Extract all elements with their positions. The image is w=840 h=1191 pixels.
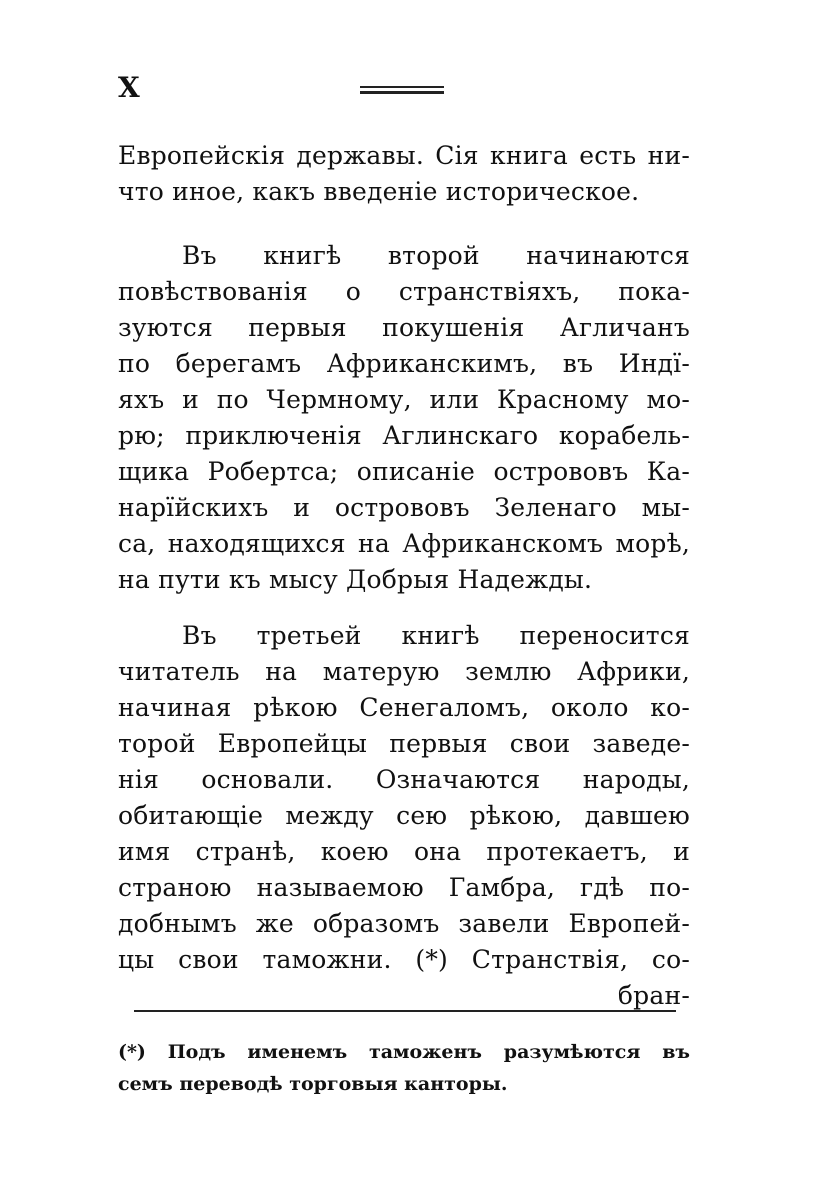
text-line: страною называемою Гамбра, гдѣ по- bbox=[118, 873, 690, 902]
text-line: Въ третьей книгѣ переносится bbox=[182, 621, 690, 650]
paragraph-2 bbox=[118, 238, 690, 598]
paragraph-1 bbox=[118, 138, 690, 210]
text-line: рю; приключенія Аглинскаго корабель- bbox=[118, 421, 690, 450]
page-number: X bbox=[118, 71, 140, 104]
text-line: начиная рѣкою Сенегаломъ, около ко- bbox=[118, 693, 690, 722]
text-line: са, находящихся на Африканскомъ морѣ, bbox=[118, 529, 690, 558]
text-line: цы свои таможни. (*) Странствія, со- bbox=[118, 945, 690, 974]
text-line: яхъ и по Чермному, или Красному мо- bbox=[118, 385, 690, 414]
text-line: нарїйскихъ и острововъ Зеленаго мы- bbox=[118, 493, 690, 522]
header-ornament-rule bbox=[360, 86, 444, 96]
text-line: по берегамъ Африканскимъ, въ Индї- bbox=[118, 349, 690, 378]
text-line: читатель на матерую землю Африки, bbox=[118, 657, 690, 686]
footnote bbox=[118, 1036, 690, 1100]
text-line: Въ книгѣ второй начинаются bbox=[182, 241, 690, 270]
footnote-line: (*) Подъ именемъ таможенъ разумѣются въ bbox=[118, 1041, 690, 1063]
text-line: нія основали. Означаются народы, bbox=[118, 765, 690, 794]
text-line: Европейскія державы. Сія книга есть ни- bbox=[118, 141, 690, 170]
paragraph-3 bbox=[118, 618, 690, 1014]
catchword: бран- bbox=[617, 981, 690, 1010]
text-line: имя странѣ, коею она протекаетъ, и bbox=[118, 837, 690, 866]
text-line: на пути къ мысу Добрыя Надежды. bbox=[118, 565, 593, 594]
text-line: повѣствованія о странствіяхъ, пока- bbox=[118, 277, 690, 306]
footnote-divider bbox=[134, 1010, 676, 1012]
text-line: что иное, какъ введеніе историческое. bbox=[118, 177, 640, 206]
text-line: зуются первыя покушенія Агличанъ bbox=[118, 313, 690, 342]
text-line: добнымъ же образомъ завели Европей- bbox=[118, 909, 690, 938]
footnote-line: семъ переводѣ торговыя канторы. bbox=[118, 1073, 508, 1095]
text-line: торой Европейцы первыя свои заведе- bbox=[118, 729, 690, 758]
text-line: обитающіе между сею рѣкою, давшею bbox=[118, 801, 690, 830]
text-line: щика Робертса; описаніе острововъ Ка- bbox=[118, 457, 690, 486]
